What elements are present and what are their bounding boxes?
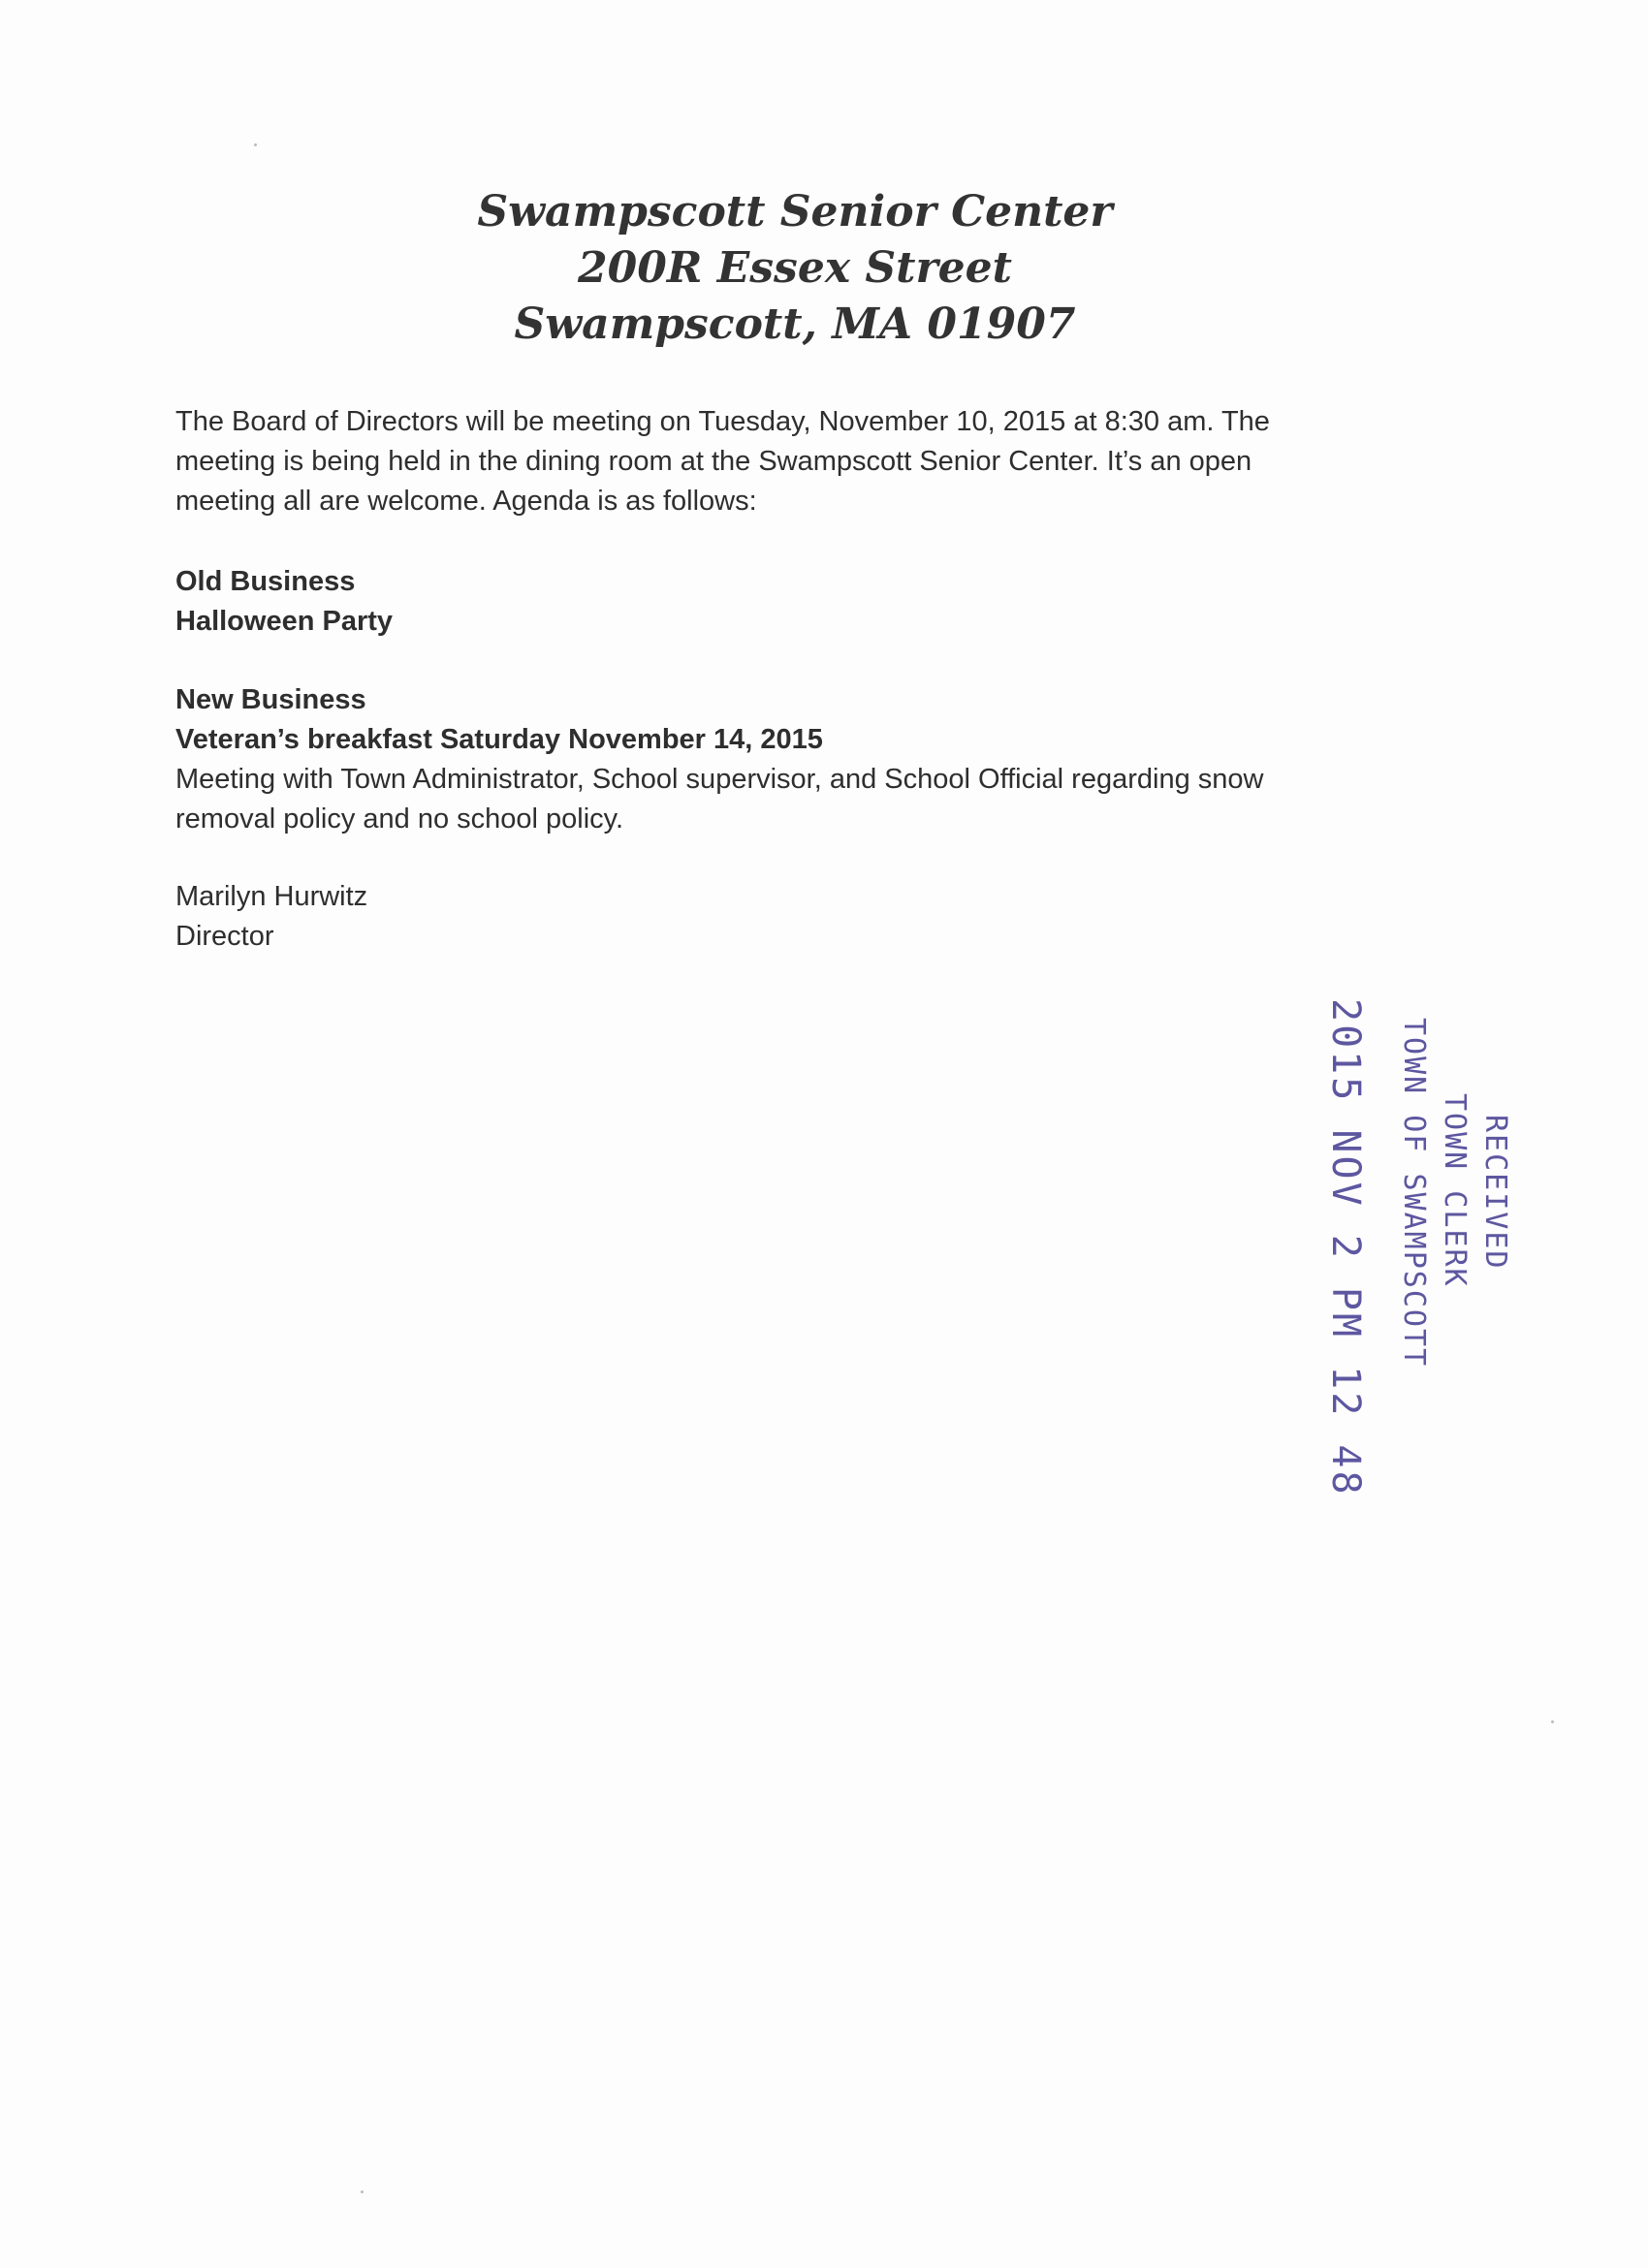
announcement-line-3: meeting all are welcome. Agenda is as follows: — [175, 486, 757, 517]
new-business-item-veterans-breakfast: Veteran’s breakfast Saturday November 14, 2015 — [175, 724, 823, 755]
received-stamp — [1323, 998, 1527, 1497]
old-business-item: Halloween Party — [175, 606, 394, 637]
old-business-section — [175, 562, 1378, 642]
stamp-date-text: 2015 NOV 2 PM 12 48 — [1323, 998, 1368, 1497]
announcement-line-2: meeting is being held in the dining room at the Swampscott Senior Center. It’s an open — [175, 446, 1252, 477]
scan-speck — [361, 2190, 364, 2193]
organization-name: Swampscott Senior Center — [477, 187, 1113, 236]
stamp-office-text: TOWN CLERK — [1438, 1093, 1472, 1288]
stamp-received-text: RECEIVED — [1478, 1115, 1512, 1271]
signature-block — [175, 877, 1378, 957]
city-state-zip: Swampscott, MA 01907 — [514, 299, 1076, 349]
new-business-item-meeting-line-2: removal policy and no school policy. — [175, 803, 624, 835]
new-business-section — [175, 680, 1378, 839]
signer-name: Marilyn Hurwitz — [175, 881, 368, 912]
signer-title: Director — [175, 921, 274, 952]
old-business-heading: Old Business — [175, 566, 356, 597]
stamp-town-text: TOWN OF SWAMPSCOTT — [1397, 1018, 1431, 1369]
street-address: 200R Essex Street — [578, 243, 1012, 293]
new-business-heading: New Business — [175, 684, 366, 715]
new-business-item-meeting-line-1: Meeting with Town Administrator, School supervisor, and School Official regarding snow — [175, 764, 1264, 795]
announcement-line-1: The Board of Directors will be meeting on Tuesday, November 10, 2015 at 8:30 am. The — [175, 406, 1270, 437]
letterhead — [0, 184, 1590, 353]
scan-speck — [254, 143, 257, 146]
scan-speck — [1551, 1720, 1554, 1723]
meeting-announcement — [175, 402, 1378, 521]
